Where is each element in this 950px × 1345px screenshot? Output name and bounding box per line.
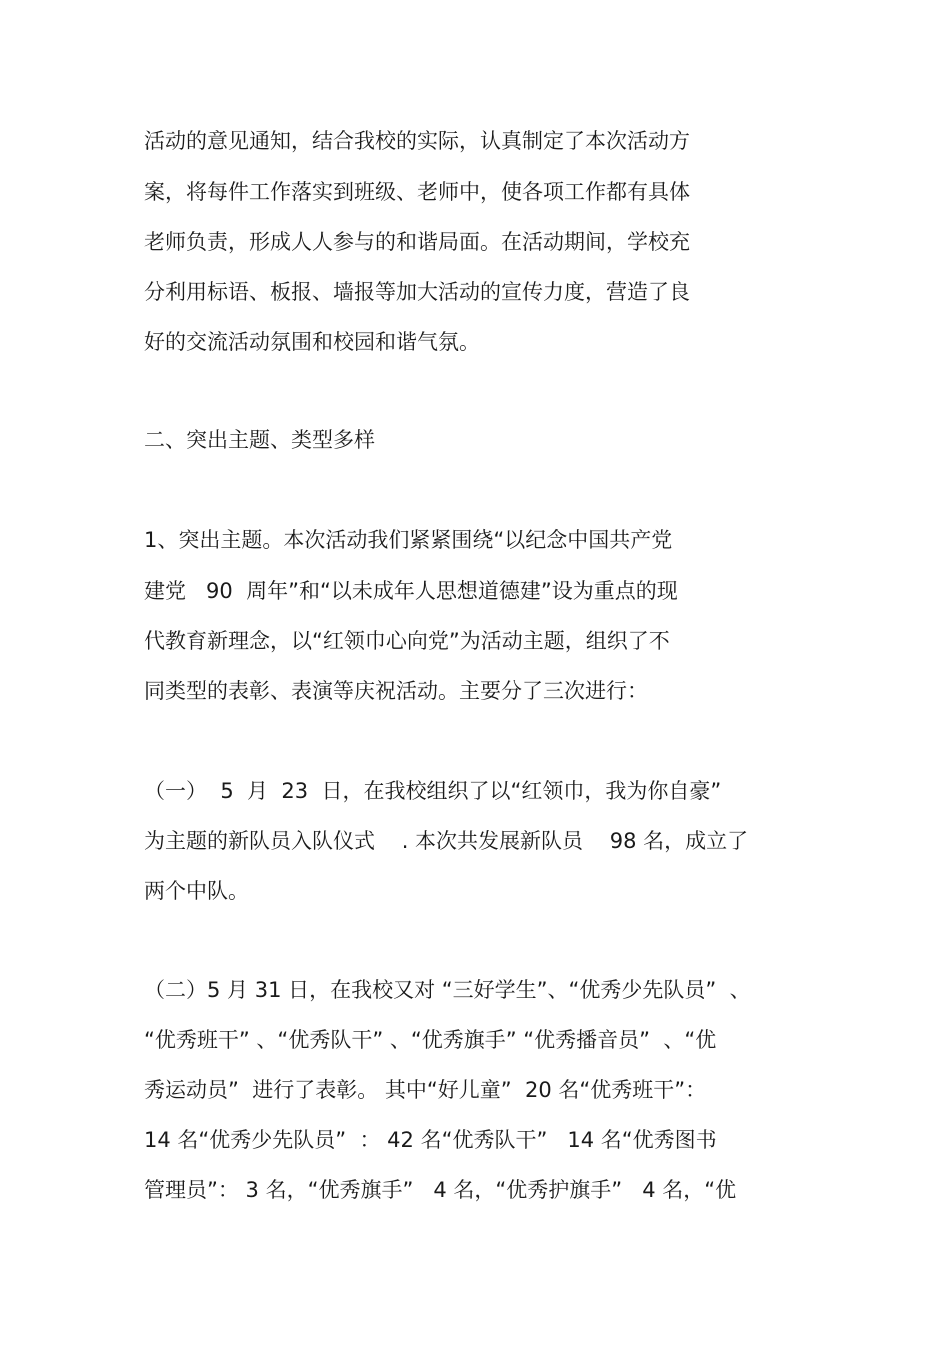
paragraph-line: 两个中队。 [144, 879, 249, 903]
paragraph-line: 为主题的新队员入队仪式 . 本次共发展新队员 98 名，成立了 [144, 829, 749, 853]
paragraph-line: 好的交流活动氛围和校园和谐气氛。 [144, 330, 480, 354]
paragraph-line: 管理员”： 3 名，“优秀旗手” 4 名，“优秀护旗手” 4 名，“优 [144, 1178, 737, 1202]
paragraph-line: （二）5 月 31 日，在我校又对 “三好学生”、“优秀少先队员” 、 [144, 978, 751, 1002]
paragraph-line: 老师负责，形成人人参与的和谐局面。在活动期间，学校充 [144, 230, 690, 254]
section-heading: 二、突出主题、类型多样 [144, 428, 375, 452]
paragraph-line: 14 名“优秀少先队员” ： 42 名“优秀队干” 14 名“优秀图书 [144, 1128, 717, 1152]
paragraph-line: “优秀班干” 、“优秀队干” 、“优秀旗手” “优秀播音员” 、“优 [144, 1028, 717, 1052]
paragraph-line: 案，将每件工作落实到班级、老师中，使各项工作都有具体 [144, 180, 690, 204]
paragraph-line: 建党 90 周年”和“以未成年人思想道德建”设为重点的现 [144, 579, 678, 603]
paragraph-line: 1、突出主题。本次活动我们紧紧围绕“以纪念中国共产党 [144, 528, 673, 552]
paragraph-line: 分利用标语、板报、墙报等加大活动的宣传力度，营造了良 [144, 280, 690, 304]
paragraph-line: （一） 5 月 23 日，在我校组织了以“红领巾，我为你自豪” [144, 779, 722, 803]
paragraph-line: 代教育新理念，以“红领巾心向党”为活动主题，组织了不 [144, 629, 670, 653]
paragraph-line: 同类型的表彰、表演等庆祝活动。主要分了三次进行： [144, 679, 648, 703]
paragraph-line: 活动的意见通知，结合我校的实际，认真制定了本次活动方 [144, 129, 690, 153]
paragraph-line: 秀运动员” 进行了表彰。 其中“好儿童” 20 名“优秀班干”： [144, 1078, 707, 1102]
